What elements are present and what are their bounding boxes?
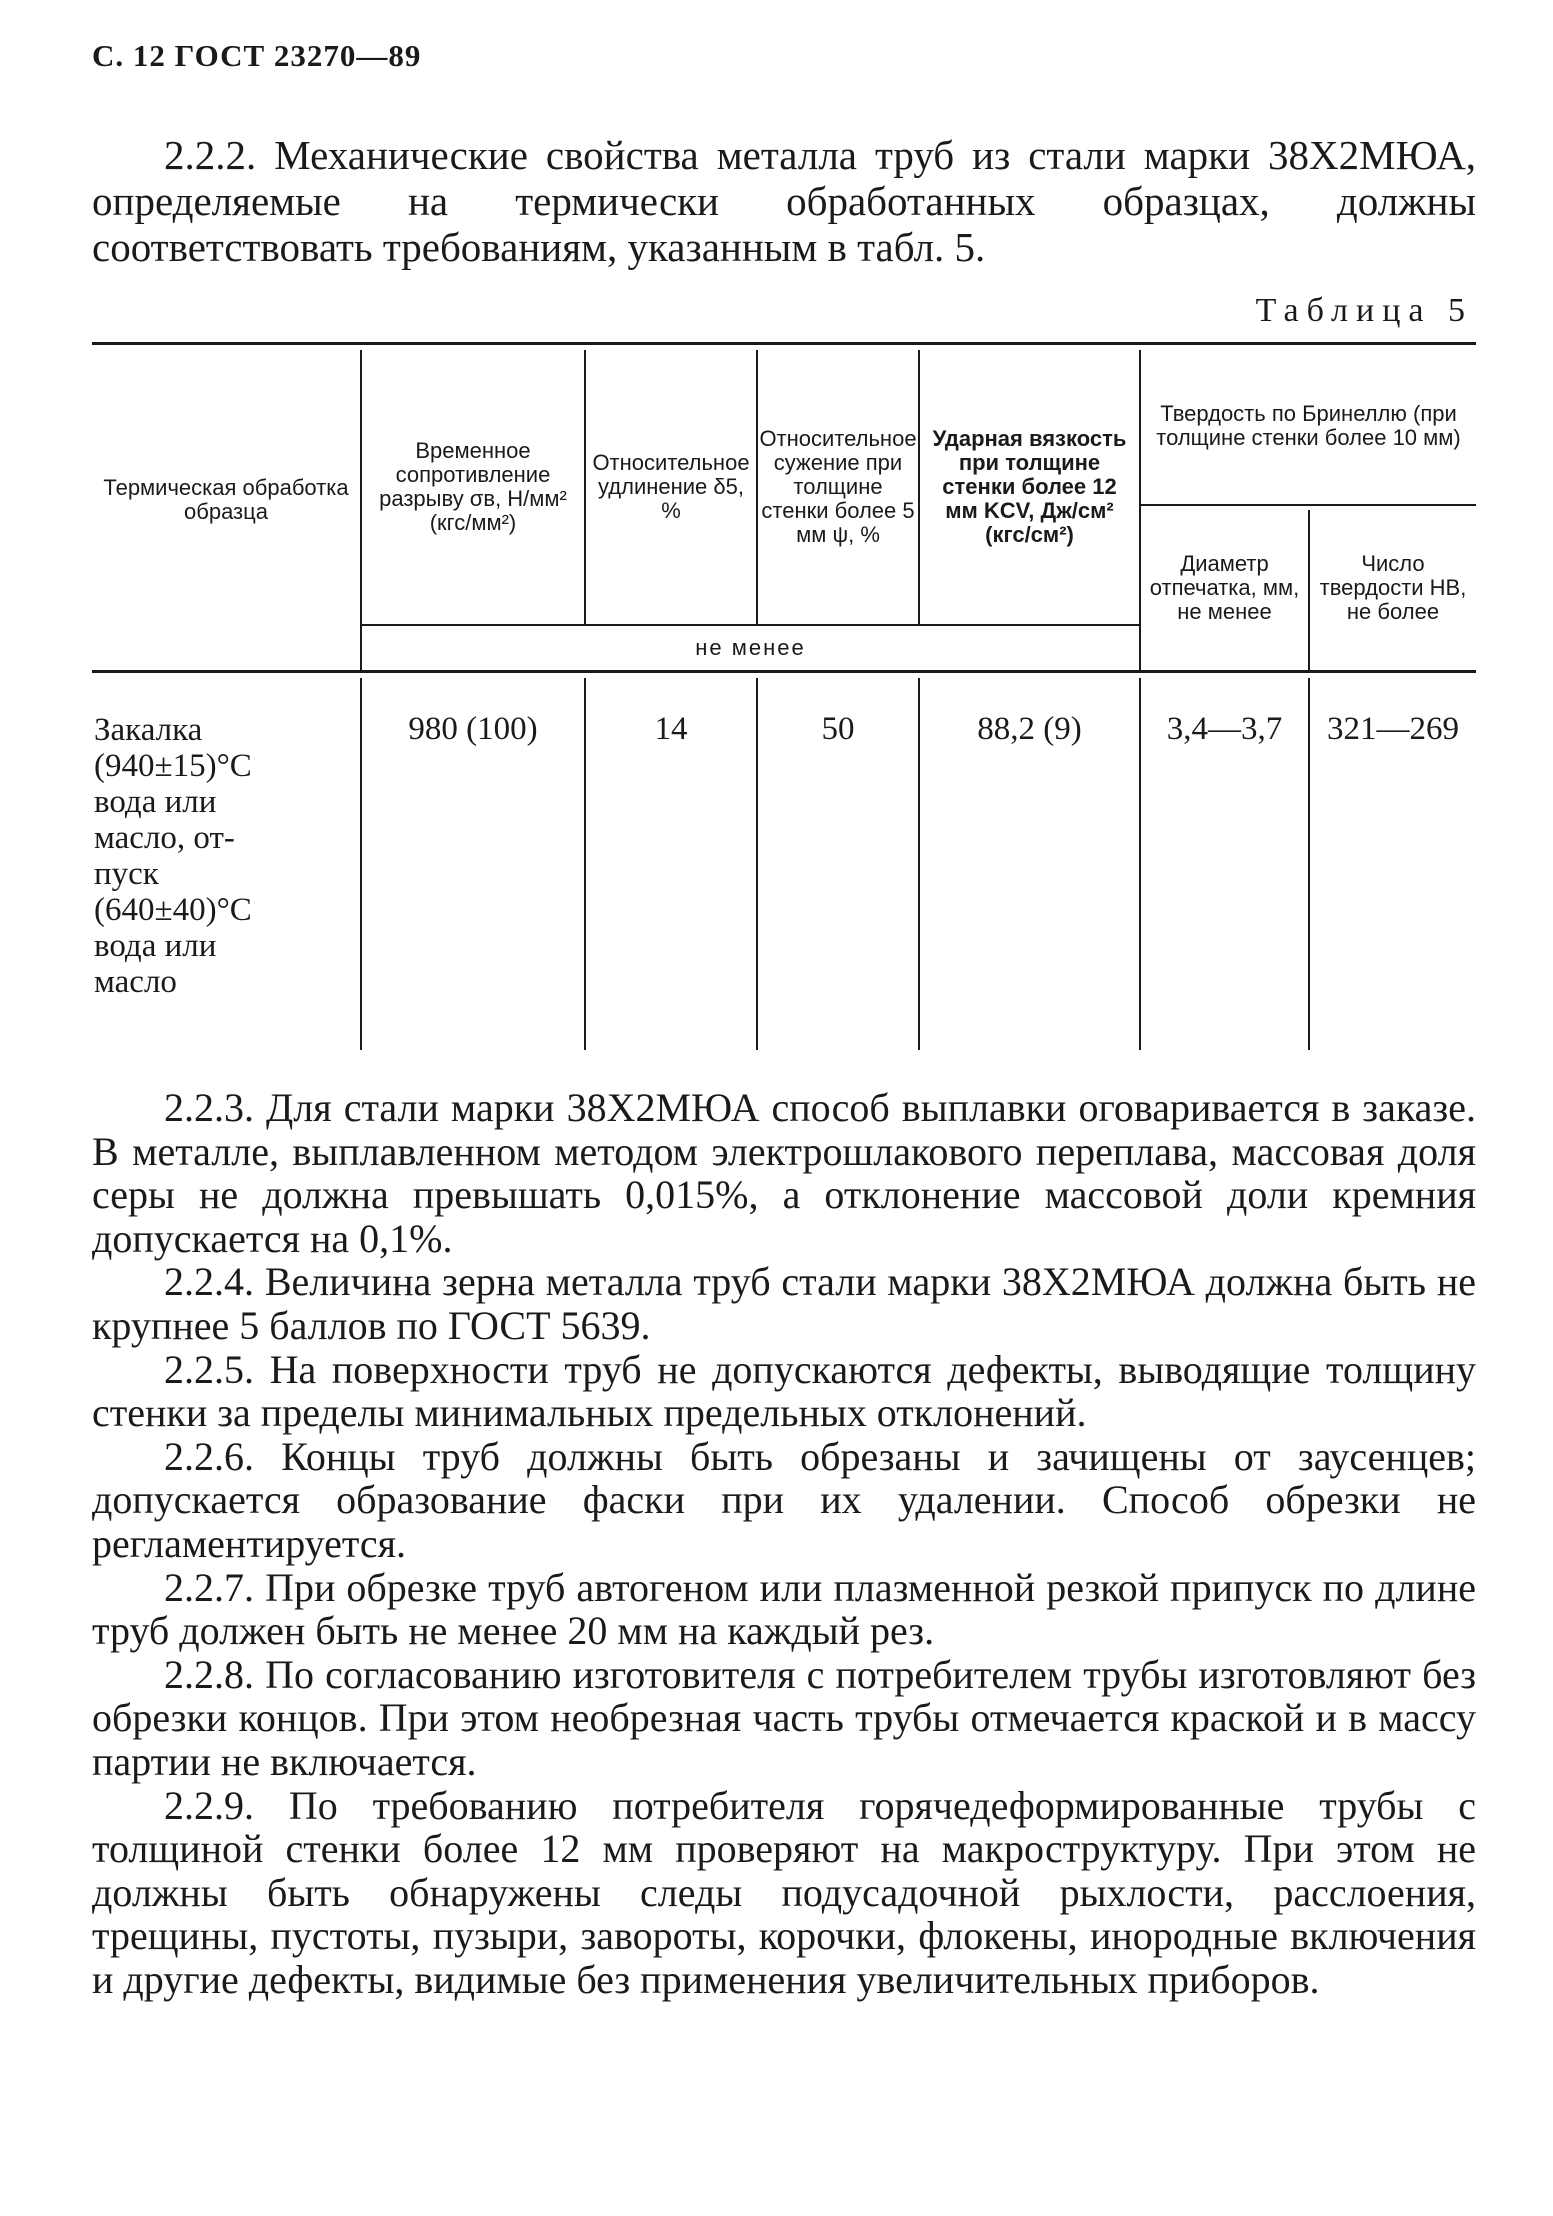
paragraph-text: 2.2.6. Концы труб должны быть обрезаны и зачищены от заусенцев; допускается образование фаски при их удалении. Способ обрезки не регламентируется. xyxy=(92,1433,1476,1566)
paragraph-2-2-8 xyxy=(92,1653,1476,1784)
table-top-rule xyxy=(92,342,1476,345)
page-header: С. 12 ГОСТ 23270—89 xyxy=(92,38,422,73)
cell-elongation: 14 xyxy=(654,711,688,747)
paragraph-text: 2.2.9. По требованию потребителя горячедеформированные трубы с толщиной стенки более 12 мм проверяют на макроструктуру. При этом не должны быть обнаружены следы подусадочной рыхлости, расслоения, трещины, пустоты, пузыри, завороты, корочки, флокены, инородные включения и другие дефекты, видимые без применения увеличительных приборов. xyxy=(92,1782,1476,2002)
header-elongation: Относительное удлинение δ5, % xyxy=(592,450,750,523)
header-impact: Ударная вязкость при толщине стенки более 12 мм KCV, Дж/см² (кгс/см²) xyxy=(932,426,1127,547)
table-subheader-rule xyxy=(360,624,1139,626)
cell-tensile: 980 (100) xyxy=(408,711,538,747)
paragraph-text: 2.2.3. Для стали марки 38Х2МЮА способ выплавки оговаривается в заказе. В металле, выплавленном методом электрошлакового переплава, массовая доля серы не должна превышать 0,015%, а отклонение массовой доли кремния допускается на 0,1%. xyxy=(92,1085,1476,1261)
paragraph-2-2-4 xyxy=(92,1260,1476,1347)
header-tensile: Временное сопротивление разрыву σв, Н/мм² (кгс/мм²) xyxy=(379,438,567,535)
header-treatment: Термическая обработка образца xyxy=(103,475,349,524)
cell-impact: 88,2 (9) xyxy=(977,711,1082,747)
table-5 xyxy=(92,342,1476,1050)
header-hb: Число твердости НВ, не более xyxy=(1319,551,1467,624)
paragraph-2-2-5 xyxy=(92,1348,1476,1435)
paragraph-text: 2.2.2. Механические свойства металла труб из стали марки 38Х2МЮА, определяемые на термически обработанных образцах, должны соответствовать требованиям, указанным в табл. 5. xyxy=(92,132,1476,270)
table-hardness-rule xyxy=(1139,504,1476,506)
header-reduction: Относительное сужение при толщине стенки более 5 мм ψ, % xyxy=(759,426,917,547)
paragraph-2-2-7 xyxy=(92,1566,1476,1653)
paragraph-2-2-3 xyxy=(92,1086,1476,1260)
cell-imprint: 3,4—3,7 xyxy=(1166,711,1283,747)
header-imprint: Диаметр отпечатка, мм, не менее xyxy=(1149,551,1300,624)
table-caption: Таблица 5 xyxy=(1255,292,1473,329)
table-header-bottom-rule xyxy=(92,670,1476,673)
cell-reduction: 50 xyxy=(821,711,855,747)
cell-hb: 321—269 xyxy=(1327,711,1459,747)
paragraph-text: 2.2.4. Величина зерна металла труб стали марки 38Х2МЮА должна быть не крупнее 5 баллов по ГОСТ 5639. xyxy=(92,1259,1476,1348)
header-not-less: не менее xyxy=(695,635,806,660)
paragraph-text: 2.2.7. При обрезке труб автогеном или плазменной резкой припуск по длине труб должен быть не менее 20 мм на каждый рез. xyxy=(92,1564,1476,1654)
paragraph-2-2-9 xyxy=(92,1784,1476,2002)
cell-treatment: Закалка (940±15)°С вода или масло, от- пуск (640±40)°С вода или масло xyxy=(94,712,252,1000)
header-hardness-group: Твердость по Бринеллю (при толщине стенки более 10 мм) xyxy=(1156,401,1461,450)
paragraph-2-2-6 xyxy=(92,1435,1476,1566)
paragraph-text: 2.2.5. На поверхности труб не допускаются дефекты, выводящие толщину стенки за пределы минимальных предельных отклонений. xyxy=(92,1346,1476,1436)
paragraph-2-2-2 xyxy=(92,132,1476,270)
paragraph-text: 2.2.8. По согласованию изготовителя с потребителем трубы изготовляют без обрезки концов. При этом необрезная часть трубы отмечается краской и в массу партии не включается. xyxy=(92,1651,1476,1784)
paragraphs-block xyxy=(92,1086,1476,2001)
